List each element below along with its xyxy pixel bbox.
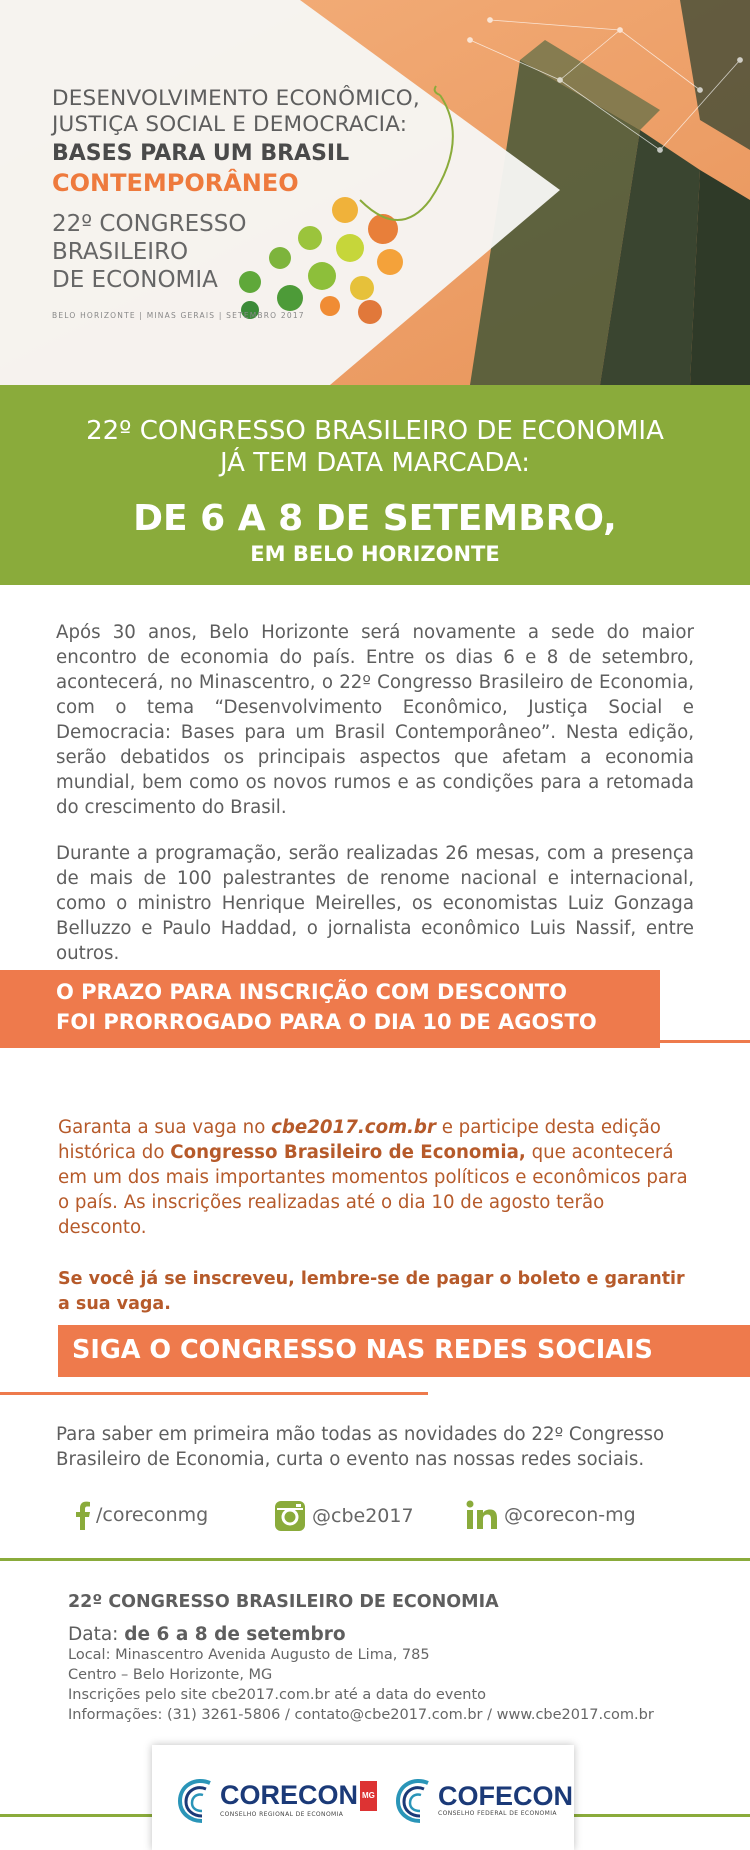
- announcement-line-2: JÁ TEM DATA MARCADA:: [219, 448, 531, 478]
- divider-line: [0, 1558, 750, 1561]
- hero-line-7: DE ECONOMIA: [52, 267, 218, 293]
- cofecon-subtitle: CONSELHO FEDERAL DE ECONOMIA: [438, 1809, 557, 1817]
- cofecon-name: COFECON: [438, 1780, 573, 1811]
- social-paragraph: Para saber em primeira mão todas as novidades do 22º Congresso Brasileiro de Economia, curta o evento nas nossas redes sociais.: [56, 1424, 665, 1470]
- hero-line-2: JUSTIÇA SOCIAL E DEMOCRACIA:: [52, 112, 408, 137]
- cofecon-logo: [394, 1775, 573, 1823]
- info-contact: Informações: (31) 3261-5806 / contato@cbe2017.com.br / www.cbe2017.com.br: [68, 1707, 654, 1723]
- announcement-line-1: 22º CONGRESSO BRASILEIRO DE ECONOMIA: [86, 416, 664, 446]
- date-announcement-banner: [0, 385, 750, 585]
- hero-banner: [0, 0, 750, 385]
- mg-tag: MG: [360, 1781, 377, 1811]
- social-title: SIGA O CONGRESSO NAS REDES SOCIAIS: [72, 1335, 653, 1365]
- program-paragraph: Durante a programação, serão realizadas 26 mesas, com a presença de mais de 100 palestrantes de renome nacional e internacional, como o ministro Henrique Meirelles, os economistas Luiz Gonzaga Belluzzo e Paulo Haddad, o jornalista econômico Luis Nassif, entre outros.: [56, 843, 694, 964]
- info-date: [68, 1624, 708, 1645]
- corecon-name: [220, 1781, 377, 1811]
- date-label: Data:: [68, 1624, 125, 1645]
- corecon-subtitle: CONSELHO REGIONAL DE ECONOMIA: [220, 1810, 344, 1818]
- instagram-link[interactable]: [274, 1500, 414, 1532]
- hero-line-6: BRASILEIRO: [52, 239, 189, 265]
- divider-line: [0, 1392, 428, 1395]
- info-city: Centro – Belo Horizonte, MG: [68, 1667, 273, 1683]
- deadline-banner: [0, 970, 660, 1048]
- instagram-handle: @cbe2017: [312, 1505, 414, 1527]
- linkedin-handle: @corecon-mg: [504, 1504, 636, 1526]
- facebook-link[interactable]: [74, 1500, 208, 1530]
- corecon-wordmark: CORECON: [220, 1779, 359, 1810]
- logos-card: [152, 1745, 574, 1850]
- registration-text-1: Garanta a sua vaga no: [58, 1117, 272, 1138]
- congress-name: Congresso Brasileiro de Economia,: [170, 1142, 526, 1163]
- announcement-city: EM BELO HORIZONTE: [250, 542, 500, 566]
- social-banner: [58, 1325, 750, 1377]
- hero-title-block: [52, 86, 452, 320]
- corecon-emblem-icon: [176, 1775, 216, 1823]
- deadline-line-2: FOI PRORROGADO PARA O DIA 10 DE AGOSTO: [56, 1010, 597, 1034]
- hero-line-3: BASES PARA UM BRASIL: [52, 141, 350, 166]
- deadline-line-1: O PRAZO PARA INSCRIÇÃO COM DESCONTO: [56, 980, 567, 1004]
- hero-location-date: BELO HORIZONTE | MINAS GERAIS | SETEMBRO 2017: [52, 311, 305, 320]
- facebook-icon: [74, 1500, 90, 1530]
- registration-paragraph: [58, 1115, 694, 1240]
- event-info: [68, 1592, 708, 1725]
- hero-line-4: CONTEMPORÂNEO: [52, 169, 299, 197]
- hero-line-1: DESENVOLVIMENTO ECONÔMICO,: [52, 86, 420, 111]
- cofecon-emblem-icon: [394, 1775, 434, 1823]
- social-links: [0, 1500, 750, 1536]
- instagram-icon: [274, 1500, 306, 1532]
- payment-reminder: Se você já se inscreveu, lembre-se de pagar o boleto e garantir a sua vaga.: [58, 1269, 685, 1314]
- facebook-handle: /coreconmg: [96, 1504, 209, 1526]
- registration-text-3: que acontecerá em um dos mais importantes momentos políticos e econômicos para o país. As inscrições realizadas até o dia 10 de agosto terão desconto.: [58, 1142, 688, 1238]
- info-local: Local: Minascentro Avenida Augusto de Lima, 785: [68, 1647, 430, 1663]
- hero-line-5: 22º CONGRESSO: [52, 211, 247, 237]
- date-value: de 6 a 8 de setembro: [124, 1624, 346, 1645]
- divider-line: [660, 1040, 750, 1043]
- corecon-logo: [176, 1775, 377, 1823]
- registration-text-2: e participe desta edição histórica do: [58, 1117, 661, 1163]
- announcement-date: DE 6 A 8 DE SETEMBRO,: [133, 498, 617, 539]
- site-link[interactable]: cbe2017.com.br: [271, 1117, 436, 1138]
- linkedin-link[interactable]: [466, 1500, 636, 1530]
- info-title: 22º CONGRESSO BRASILEIRO DE ECONOMIA: [68, 1592, 499, 1612]
- intro-paragraph: Após 30 anos, Belo Horizonte será novamente a sede do maior encontro de economia do país. Entre os dias 6 e 8 de setembro, acontecerá, no Minascentro, o 22º Congresso Brasileiro de Economia, com o tema “Desenvolvimento Econômico, Justiça Social e Democracia: Bases para um Brasil Contemporâneo”. Nesta edição, serão debatidos os principais aspectos que afetam a economia mundial, bem como os novos rumos e as condições para a retomada do crescimento do Brasil.: [56, 622, 694, 818]
- linkedin-icon: [466, 1500, 498, 1530]
- info-registration: Inscrições pelo site cbe2017.com.br até a data do evento: [68, 1687, 487, 1703]
